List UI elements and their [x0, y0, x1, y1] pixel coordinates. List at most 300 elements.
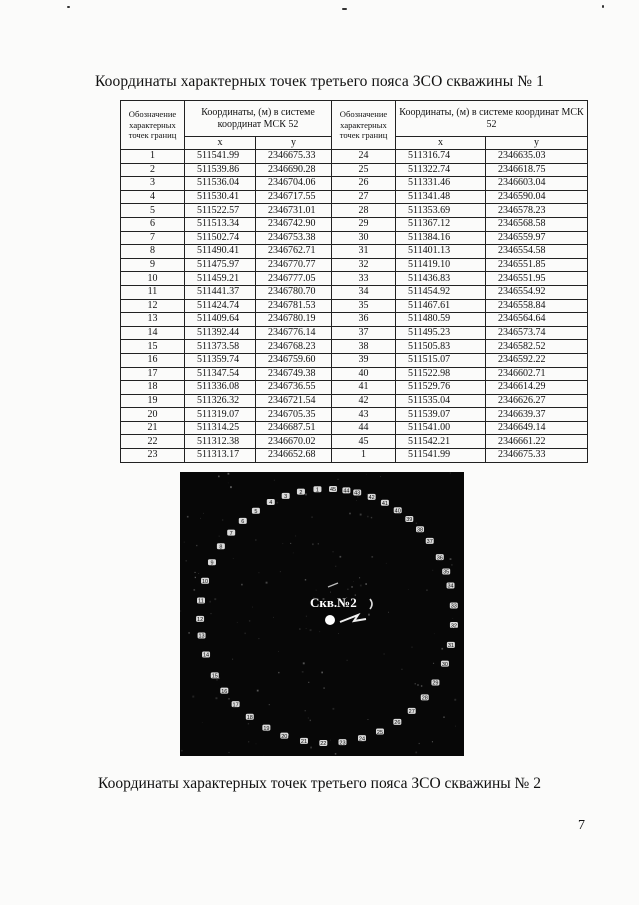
table-row	[121, 408, 588, 422]
page-number: 7	[578, 818, 585, 833]
table-row	[121, 313, 588, 327]
cell-point-id: 40	[332, 367, 396, 381]
cell-point-id: 22	[121, 435, 185, 449]
cell-x-value: 511319.07	[185, 408, 256, 422]
noise-speck	[349, 513, 351, 515]
noise-speck	[405, 511, 406, 512]
noise-speck	[230, 486, 232, 488]
noise-speck	[252, 607, 253, 608]
noise-speck	[310, 747, 312, 749]
cell-y-value: 2346551.95	[486, 272, 588, 286]
noise-speck	[371, 517, 372, 518]
noise-speck	[310, 629, 312, 631]
noise-speck	[308, 682, 309, 683]
cell-y-value: 2346661.22	[486, 435, 588, 449]
cell-point-id: 44	[332, 421, 396, 435]
cell-point-id: 11	[121, 285, 185, 299]
cell-point-id: 23	[121, 449, 185, 463]
noise-speck	[186, 560, 188, 562]
noise-speck	[228, 752, 229, 753]
noise-speck	[450, 473, 451, 474]
cell-point-id: 1	[332, 449, 396, 463]
noise-speck	[388, 612, 389, 613]
cell-x-value: 511392.44	[185, 326, 256, 340]
cell-x-value: 511322.74	[396, 163, 486, 177]
boundary-point-marker	[338, 739, 346, 746]
cell-point-id: 14	[121, 326, 185, 340]
noise-speck	[419, 743, 420, 744]
boundary-point-number: 14	[202, 652, 210, 659]
boundary-point-marker	[202, 652, 210, 659]
boundary-point-number: 34	[447, 583, 454, 590]
noise-speck	[259, 638, 260, 639]
cell-point-id: 21	[121, 421, 185, 435]
noise-speck	[180, 610, 181, 611]
cell-y-value: 2346687.51	[256, 421, 332, 435]
boundary-point-marker	[394, 507, 402, 514]
cell-y-value: 2346777.05	[256, 272, 332, 286]
boundary-point-number: 41	[381, 500, 388, 507]
noise-speck	[351, 586, 353, 588]
noise-speck	[415, 683, 416, 684]
cell-y-value: 2346721.54	[256, 394, 332, 408]
noise-speck	[228, 698, 229, 699]
boundary-point-number: 16	[221, 688, 228, 695]
cell-x-value: 511419.10	[396, 258, 486, 272]
noise-speck	[280, 571, 281, 572]
table-row	[121, 367, 588, 381]
cell-point-id: 34	[332, 285, 396, 299]
noise-speck	[305, 710, 306, 711]
cell-x-value: 511331.46	[396, 177, 486, 191]
noise-speck	[295, 535, 296, 536]
noise-speck	[416, 523, 417, 524]
cell-point-id: 29	[332, 217, 396, 231]
noise-speck	[426, 590, 427, 591]
noise-speck	[338, 633, 339, 634]
cell-x-value: 511384.16	[396, 231, 486, 245]
noise-speck	[214, 598, 216, 600]
boundary-point-number: 36	[436, 555, 443, 562]
noise-speck	[306, 616, 307, 617]
scan-speck	[342, 8, 347, 10]
boundary-point-number: 6	[241, 519, 245, 526]
noise-speck	[194, 589, 196, 591]
table-row	[121, 258, 588, 272]
cell-point-id: 30	[332, 231, 396, 245]
cell-x-value: 511539.07	[396, 408, 486, 422]
cell-x-value: 511530.41	[185, 190, 256, 204]
noise-speck	[453, 618, 454, 619]
cell-point-id: 37	[332, 326, 396, 340]
noise-speck	[195, 577, 196, 578]
cell-y-value: 2346731.01	[256, 204, 332, 218]
noise-speck	[257, 690, 259, 692]
cell-y-value: 2346582.52	[486, 340, 588, 354]
noise-speck	[323, 687, 324, 688]
noise-speck	[256, 744, 257, 745]
cell-point-id: 10	[121, 272, 185, 286]
noise-speck	[184, 542, 185, 543]
noise-speck	[274, 480, 275, 481]
boundary-point-marker	[450, 602, 458, 609]
table-row	[121, 217, 588, 231]
cell-x-value: 511367.12	[396, 217, 486, 231]
noise-speck	[222, 520, 223, 521]
boundary-point-marker	[201, 578, 209, 585]
cell-x-value: 511541.99	[185, 150, 256, 164]
cell-x-value: 511535.04	[396, 394, 486, 408]
boundary-point-number: 39	[406, 517, 413, 524]
boundary-point-number: 38	[416, 527, 424, 534]
noise-speck	[188, 632, 190, 634]
table-title-well-2: Координаты характерных точек третьего пояса ЗСО скважины № 2	[98, 775, 541, 792]
noise-speck	[333, 708, 335, 710]
boundary-point-number: 17	[232, 702, 239, 709]
noise-speck	[335, 753, 337, 755]
noise-speck	[357, 497, 358, 498]
noise-speck	[278, 651, 279, 652]
noise-speck	[219, 536, 220, 537]
header-x: x	[396, 137, 486, 150]
boundary-point-number: 4	[269, 500, 273, 507]
boundary-point-marker	[447, 582, 455, 589]
table-row	[121, 353, 588, 367]
noise-speck	[368, 719, 369, 720]
table-row	[121, 435, 588, 449]
boundary-point-number: 1	[315, 487, 319, 494]
boundary-point-number: 44	[343, 488, 350, 495]
cell-point-id: 15	[121, 340, 185, 354]
cell-x-value: 511522.57	[185, 204, 256, 218]
noise-speck	[310, 720, 311, 721]
noise-speck	[347, 589, 348, 590]
noise-speck	[232, 659, 233, 660]
cell-y-value: 2346590.04	[486, 190, 588, 204]
cell-point-id: 28	[332, 204, 396, 218]
noise-speck	[228, 473, 230, 475]
cell-point-id: 4	[121, 190, 185, 204]
cell-y-value: 2346578.23	[486, 204, 588, 218]
cell-y-value: 2346559.97	[486, 231, 588, 245]
cell-point-id: 43	[332, 408, 396, 422]
noise-speck	[293, 553, 294, 554]
boundary-point-number: 25	[376, 729, 384, 736]
cell-y-value: 2346614.29	[486, 381, 588, 395]
noise-speck	[384, 654, 385, 655]
noise-speck	[321, 672, 323, 674]
table-row	[121, 449, 588, 463]
boundary-point-number: 37	[426, 539, 433, 546]
cell-x-value: 511505.83	[396, 340, 486, 354]
boundary-point-number: 33	[450, 603, 457, 610]
noise-speck	[432, 570, 433, 571]
table-row	[121, 190, 588, 204]
noise-speck	[402, 669, 403, 670]
boundary-point-number: 13	[198, 633, 205, 640]
table-row	[121, 299, 588, 313]
boundary-point-marker	[368, 494, 376, 501]
cell-x-value: 511536.04	[185, 177, 256, 191]
noise-speck	[415, 752, 417, 754]
boundary-point-number: 26	[394, 720, 401, 727]
boundary-point-marker	[232, 701, 240, 708]
header-coord-system: Координаты, (м) в системе координат МСК 52	[396, 101, 588, 137]
boundary-point-number: 40	[394, 508, 401, 515]
boundary-point-number: 3	[284, 494, 288, 501]
noise-speck	[443, 716, 445, 718]
noise-speck	[305, 493, 307, 495]
cell-y-value: 2346554.58	[486, 245, 588, 259]
cell-x-value: 511467.61	[396, 299, 486, 313]
cell-y-value: 2346780.19	[256, 313, 332, 327]
table-row	[121, 381, 588, 395]
boundary-point-marker	[246, 714, 254, 721]
table-row	[121, 245, 588, 259]
noise-speck	[386, 563, 387, 564]
boundary-point-marker	[405, 516, 413, 523]
cell-point-id: 6	[121, 217, 185, 231]
boundary-point-marker	[376, 729, 384, 736]
boundary-point-number: 11	[198, 598, 204, 605]
cell-y-value: 2346705.35	[256, 408, 332, 422]
boundary-point-marker	[353, 489, 361, 496]
noise-speck	[308, 717, 309, 718]
cell-point-id: 26	[332, 177, 396, 191]
boundary-point-marker	[220, 688, 228, 695]
cell-point-id: 38	[332, 340, 396, 354]
boundary-point-marker	[416, 526, 424, 533]
boundary-point-number: 32	[450, 623, 457, 630]
noise-speck	[196, 545, 197, 546]
coordinates-table	[120, 100, 588, 463]
boundary-point-number: 30	[441, 661, 449, 668]
cell-y-value: 2346770.77	[256, 258, 332, 272]
noise-speck	[335, 566, 336, 567]
boundary-point-number: 42	[368, 495, 375, 502]
table-body	[121, 150, 588, 463]
boundary-point-marker	[319, 740, 327, 747]
boundary-point-number: 35	[443, 569, 450, 576]
noise-speck	[233, 558, 234, 559]
cell-x-value: 511409.64	[185, 313, 256, 327]
boundary-point-number: 23	[339, 740, 346, 747]
boundary-point-number: 20	[281, 733, 288, 740]
cell-x-value: 511459.21	[185, 272, 256, 286]
table-row	[121, 421, 588, 435]
cell-y-value: 2346736.55	[256, 381, 332, 395]
boundary-point-number: 15	[211, 673, 218, 680]
noise-speck	[421, 685, 422, 686]
cell-y-value: 2346558.84	[486, 299, 588, 313]
noise-speck	[241, 584, 243, 586]
cell-point-id: 39	[332, 353, 396, 367]
cell-y-value: 2346603.04	[486, 177, 588, 191]
noise-speck	[248, 741, 249, 742]
cell-y-value: 2346759.60	[256, 353, 332, 367]
cell-y-value: 2346602.71	[486, 367, 588, 381]
boundary-point-marker	[280, 733, 288, 740]
noise-speck	[433, 663, 434, 664]
cell-x-value: 511314.25	[185, 421, 256, 435]
well-label: Скв.№2	[310, 595, 357, 610]
cell-point-id: 13	[121, 313, 185, 327]
noise-speck	[273, 617, 274, 618]
noise-speck	[290, 543, 291, 544]
noise-speck	[303, 662, 305, 664]
header-coord-system: Координаты, (м) в системе координат МСК 52	[185, 101, 332, 137]
cell-y-value: 2346554.92	[486, 285, 588, 299]
cell-y-value: 2346670.02	[256, 435, 332, 449]
cell-y-value: 2346753.38	[256, 231, 332, 245]
cell-x-value: 511424.74	[185, 299, 256, 313]
cell-y-value: 2346742.90	[256, 217, 332, 231]
cell-point-id: 16	[121, 353, 185, 367]
cell-point-id: 32	[332, 258, 396, 272]
noise-speck	[330, 740, 331, 741]
map-background	[180, 472, 464, 756]
noise-speck	[360, 585, 362, 587]
boundary-point-number: 31	[447, 643, 454, 650]
cell-y-value: 2346704.06	[256, 177, 332, 191]
cell-y-value: 2346618.75	[486, 163, 588, 177]
cell-y-value: 2346626.27	[486, 394, 588, 408]
cell-x-value: 511475.97	[185, 258, 256, 272]
cell-x-value: 511441.37	[185, 285, 256, 299]
boundary-point-marker	[450, 622, 458, 629]
noise-speck	[432, 741, 433, 742]
boundary-point-number: 18	[246, 715, 253, 722]
boundary-point-number: 19	[263, 725, 270, 732]
boundary-point-marker	[431, 680, 439, 687]
cell-x-value: 511502.74	[185, 231, 256, 245]
noise-speck	[277, 502, 279, 504]
cell-x-value: 511454.92	[396, 285, 486, 299]
noise-speck	[441, 648, 443, 650]
noise-speck	[195, 572, 196, 573]
cell-y-value: 2346768.23	[256, 340, 332, 354]
cell-x-value: 511436.83	[396, 272, 486, 286]
noise-speck	[356, 500, 357, 501]
noise-speck	[258, 572, 259, 573]
cell-x-value: 511353.69	[396, 204, 486, 218]
noise-speck	[417, 684, 419, 686]
noise-speck	[318, 543, 319, 544]
table-row	[121, 285, 588, 299]
cell-y-value: 2346639.37	[486, 408, 588, 422]
cell-point-id: 1	[121, 150, 185, 164]
noise-speck	[278, 672, 279, 673]
cell-x-value: 511326.32	[185, 394, 256, 408]
cell-x-value: 511312.38	[185, 435, 256, 449]
noise-speck	[368, 614, 370, 616]
boundary-point-number: 45	[329, 487, 337, 494]
boundary-point-number: 10	[201, 578, 209, 585]
table-row	[121, 231, 588, 245]
noise-speck	[249, 620, 250, 621]
cell-point-id: 18	[121, 381, 185, 395]
boundary-point-number: 7	[229, 530, 233, 537]
noise-speck	[353, 581, 354, 582]
cell-point-id: 25	[332, 163, 396, 177]
noise-speck	[380, 476, 381, 477]
noise-speck	[411, 647, 412, 648]
noise-speck	[192, 696, 194, 698]
cell-y-value: 2346690.28	[256, 163, 332, 177]
cell-x-value: 511480.59	[396, 313, 486, 327]
boundary-point-marker	[198, 633, 206, 640]
cell-y-value: 2346717.55	[256, 190, 332, 204]
boundary-point-marker	[447, 642, 455, 649]
noise-speck	[333, 551, 334, 552]
noise-speck	[347, 660, 348, 661]
cell-x-value: 511490.41	[185, 245, 256, 259]
noise-speck	[408, 589, 409, 590]
cell-x-value: 511373.58	[185, 340, 256, 354]
cell-x-value: 511495.23	[396, 326, 486, 340]
cell-y-value: 2346573.74	[486, 326, 588, 340]
cell-point-id: 45	[332, 435, 396, 449]
cell-x-value: 511359.74	[185, 353, 256, 367]
noise-speck	[255, 539, 257, 541]
table-row	[121, 272, 588, 286]
boundary-point-marker	[436, 554, 444, 561]
cell-x-value: 511401.13	[396, 245, 486, 259]
noise-speck	[340, 556, 342, 558]
cell-x-value: 511513.34	[185, 217, 256, 231]
boundary-point-number: 21	[300, 739, 308, 746]
noise-speck	[302, 671, 304, 673]
cell-y-value: 2346652.68	[256, 449, 332, 463]
boundary-point-marker	[381, 500, 389, 507]
noise-speck	[311, 517, 312, 518]
noise-speck	[455, 726, 456, 727]
cell-y-value: 2346564.64	[486, 313, 588, 327]
noise-speck	[319, 631, 320, 632]
table-row	[121, 340, 588, 354]
noise-speck	[200, 518, 201, 519]
noise-speck	[454, 699, 456, 701]
header-y: y	[486, 137, 588, 150]
boundary-point-number: 2	[299, 489, 303, 496]
cell-point-id: 20	[121, 408, 185, 422]
cell-y-value: 2346649.14	[486, 421, 588, 435]
noise-speck	[330, 592, 331, 593]
noise-speck	[360, 514, 362, 516]
boundary-point-marker	[393, 719, 401, 726]
noise-speck	[248, 723, 249, 724]
cell-point-id: 2	[121, 163, 185, 177]
noise-speck	[218, 476, 220, 478]
cell-y-value: 2346780.70	[256, 285, 332, 299]
noise-speck	[359, 577, 360, 578]
table-row	[121, 394, 588, 408]
boundary-point-number: 22	[320, 741, 327, 748]
table-row	[121, 163, 588, 177]
noise-speck	[451, 564, 452, 565]
cell-x-value: 511515.07	[396, 353, 486, 367]
cell-point-id: 19	[121, 394, 185, 408]
cell-point-id: 36	[332, 313, 396, 327]
cell-x-value: 511313.17	[185, 449, 256, 463]
boundary-point-marker	[211, 672, 219, 679]
noise-speck	[228, 483, 229, 484]
noise-speck	[181, 750, 183, 752]
cell-point-id: 12	[121, 299, 185, 313]
table-title-well-1: Координаты характерных точек третьего пояса ЗСО скважины № 1	[95, 73, 544, 90]
noise-speck	[316, 590, 317, 591]
table-row	[121, 204, 588, 218]
